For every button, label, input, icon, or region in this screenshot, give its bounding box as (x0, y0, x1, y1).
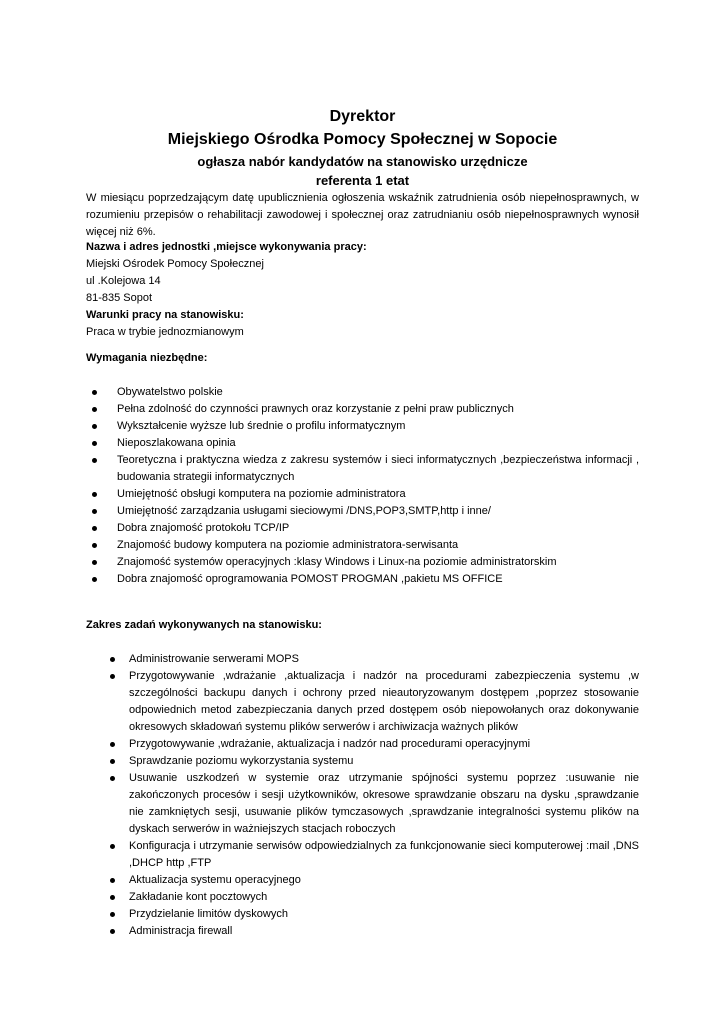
unit-section (86, 239, 639, 341)
list-item: Zakładanie kont pocztowych (129, 889, 639, 906)
list-item: Dobra znajomość oprogramowania POMOST PROGMAN ,pakietu MS OFFICE (117, 571, 639, 588)
list-item: Pełna zdolność do czynności prawnych oraz korzystanie z pełni praw publicznych (117, 401, 639, 418)
unit-street: ul .Kolejowa 14 (86, 275, 161, 287)
list-item: Przygotowywanie ,wdrażanie ,aktualizacja i nadzór na procedurami zabezpieczenia systemu ,w szczególności backupu danych i ochrony przed nieautoryzowanym dostępem ,poprzez stosowanie odpowiednich metod zabezpieczania danych przed dostępem osób niepowołanych oraz dokonywanie okresowych składowań systemu plików serwerów i archiwizacja ważnych plików (129, 668, 639, 736)
list-item: Umiejętność zarządzania usługami sieciowymi /DNS,POP3,SMTP,http i inne/ (117, 503, 639, 520)
list-item: Wykształcenie wyższe lub średnie o profilu informatycznym (117, 418, 639, 435)
tasks-section (86, 617, 639, 634)
list-item: Znajomość budowy komputera na poziomie administratora-serwisanta (117, 537, 639, 554)
conditions-text: Praca w trybie jednozmianowym (86, 326, 244, 338)
list-item: Znajomość systemów operacyjnych :klasy Windows i Linux-na poziomie administratorskim (117, 554, 639, 571)
list-item: Administrowanie serwerami MOPS (129, 651, 639, 668)
unit-name: Miejski Ośrodek Pomocy Społecznej (86, 258, 264, 270)
header-position: referenta 1 etat (315, 173, 410, 188)
unit-city: 81-835 Sopot (86, 292, 153, 304)
list-item: Konfiguracja i utrzymanie serwisów odpowiedzialnych za funkcjonowanie sieci komputerowej :mail ,DNS ,DHCP http ,FTP (129, 838, 639, 872)
tasks-list (129, 651, 639, 940)
header-title: Dyrektor (329, 108, 396, 125)
list-item: Teoretyczna i praktyczna wiedza z zakresu systemów i sieci informatycznych ,bezpieczeństwa informacji , budowania strategii informatycznych (117, 452, 639, 486)
unit-heading: Nazwa i adres jednostki ,miejsce wykonywania pracy: (86, 241, 367, 253)
list-item: Aktualizacja systemu operacyjnego (129, 872, 639, 889)
requirements-section (86, 350, 639, 367)
list-item: Przydzielanie limitów dyskowych (129, 906, 639, 923)
conditions-heading: Warunki pracy na stanowisku: (86, 309, 244, 321)
list-item: Umiejętność obsługi komputera na poziomie administratora (117, 486, 639, 503)
list-item: Usuwanie uszkodzeń w systemie oraz utrzymanie spójności systemu poprzez :usuwanie nie zakończonych procesów i sesji użytkowników, okresowe sprawdzanie obszaru na dysku ,sprawdzanie nie zamkniętych sesji, usuwanie plików tymczasowych ,sprawdzanie integralności systemu plików na dyskach serwerów in ważniejszych stacjach roboczych (129, 770, 639, 838)
list-item: Nieposzlakowana opinia (117, 435, 639, 452)
header-institution: Miejskiego Ośrodka Pomocy Społecznej w Sopocie (167, 131, 558, 148)
list-item: Sprawdzanie poziomu wykorzystania systemu (129, 753, 639, 770)
list-item: Przygotowywanie ,wdrażanie, aktualizacja i nadzór nad procedurami operacyjnymi (129, 736, 639, 753)
requirements-heading: Wymagania niezbędne: (86, 352, 208, 364)
list-item: Dobra znajomość protokołu TCP/IP (117, 520, 639, 537)
intro-paragraph: W miesiącu poprzedzającym datę upublicznienia ogłoszenia wskaźnik zatrudnienia osób niepełnosprawnych, w rozumieniu przepisów o rehabilitacji zawodowej i społecznej oraz zatrudnianiu osób niepełnosprawnych wynosił więcej niż 6%. (86, 192, 639, 238)
header-announcement: ogłasza nabór kandydatów na stanowisko urzędnicze (197, 154, 528, 169)
tasks-heading: Zakres zadań wykonywanych na stanowisku: (86, 619, 322, 631)
requirements-list (117, 384, 639, 588)
list-item: Administracja firewall (129, 923, 639, 940)
list-item: Obywatelstwo polskie (117, 384, 639, 401)
